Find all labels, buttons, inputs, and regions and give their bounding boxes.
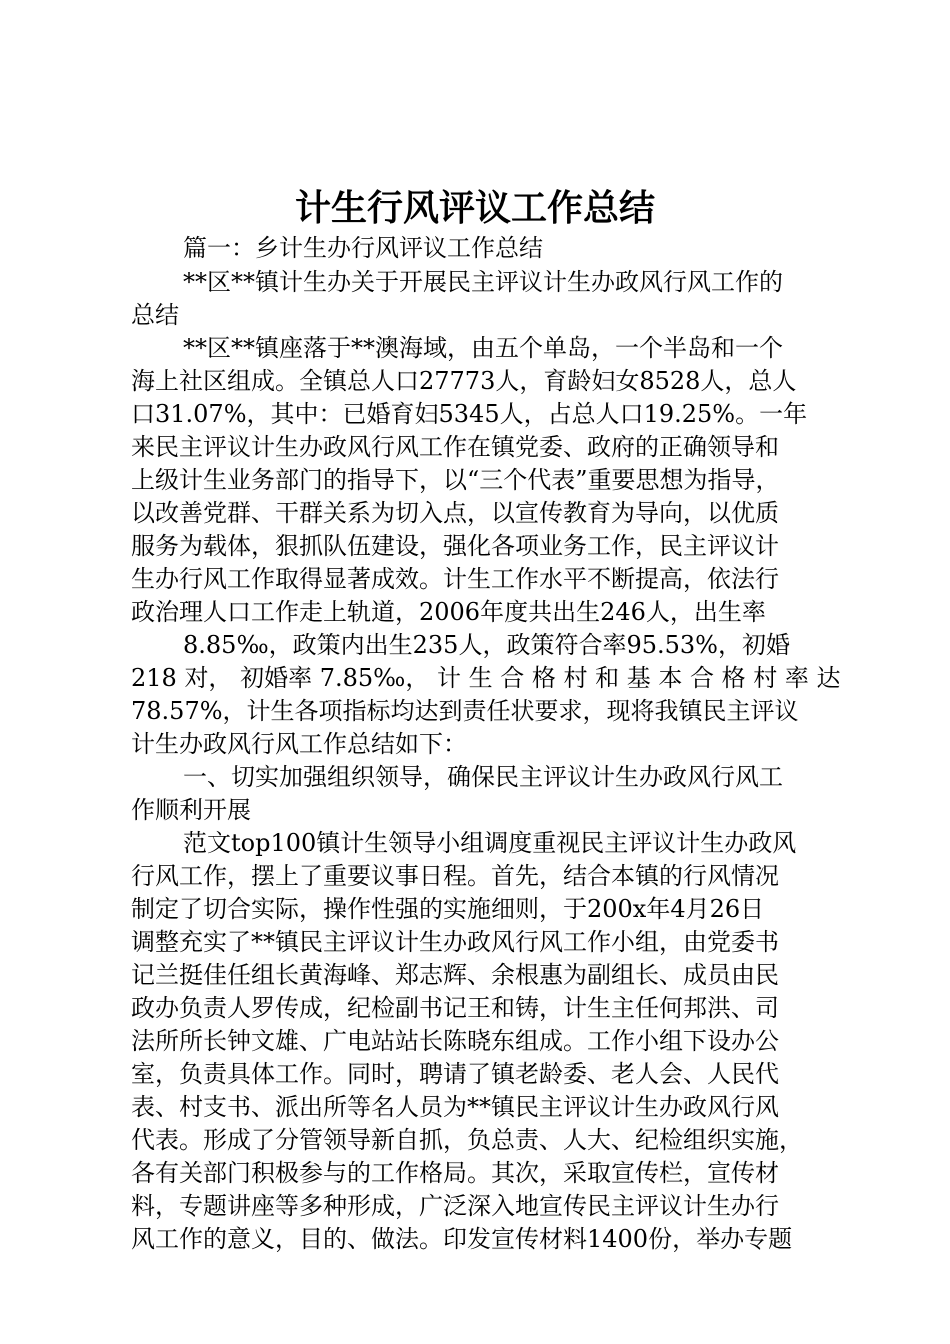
text-line: 计生办政风行风工作总结如下： <box>131 730 467 758</box>
text-line: 制定了切合实际，操作性强的实施细则，于200x年4月26日 <box>131 895 765 923</box>
text-line: 来民主评议计生办政风行风工作在镇党委、政府的正确领导和 <box>131 433 779 461</box>
text-line: 一、切实加强组织领导，确保民主评议计生办政风行风工 <box>183 763 783 791</box>
text-line: 记兰挺佳任组长黄海峰、郑志辉、余根惠为副组长、成员由民 <box>131 961 779 989</box>
text-line: 代表。形成了分管领导新自抓，负总责、人大、纪检组织实施， <box>131 1126 803 1154</box>
text-line: **区**镇座落于**澳海域，由五个单岛，一个半岛和一个 <box>183 334 783 362</box>
text-line: 各有关部门积极参与的工作格局。其次，采取宣传栏，宣传材 <box>131 1159 779 1187</box>
text-line: 作顺利开展 <box>131 796 251 824</box>
text-line: 法所所长钟文雄、广电站站长陈晓东组成。工作小组下设办公 <box>131 1027 779 1055</box>
text-line: 服务为载体，狠抓队伍建设，强化各项业务工作，民主评议计 <box>131 532 779 560</box>
text-line: 上级计生业务部门的指导下，以“三个代表”重要思想为指导， <box>131 466 780 494</box>
text-line: 篇一：乡计生办行风评议工作总结 <box>183 234 543 262</box>
text-line: 表、村支书、派出所等名人员为**镇民主评议计生办政风行风 <box>131 1093 779 1121</box>
text-line: **区**镇计生办关于开展民主评议计生办政风行风工作的 <box>183 268 783 296</box>
text-line: 政治理人口工作走上轨道，2006年度共出生246人，出生率 <box>131 598 766 626</box>
text-line: 风工作的意义，目的、做法。印发宣传材料1400份，举办专题 <box>131 1225 793 1253</box>
text-line: 料，专题讲座等多种形成，广泛深入地宣传民主评议计生办行 <box>131 1192 779 1220</box>
text-line: 以改善党群、干群关系为切入点，以宣传教育为导向，以优质 <box>131 499 779 527</box>
text-line: 范文top100镇计生领导小组调度重视民主评议计生办政风 <box>183 829 797 857</box>
text-line: 室，负责具体工作。同时，聘请了镇老龄委、老人会、人民代 <box>131 1060 779 1088</box>
text-line: 行风工作，摆上了重要议事日程。首先，结合本镇的行风情况 <box>131 862 779 890</box>
text-line: 政办负责人罗传成，纪检副书记王和铸，计生主任何邦洪、司 <box>131 994 779 1022</box>
text-line: 海上社区组成。全镇总人口27773人，育龄妇女8528人，总人 <box>131 367 797 395</box>
text-line: 生办行风工作取得显著成效。计生工作水平不断提高，依法行 <box>131 565 779 593</box>
text-line: 口31.07%，其中：已婚育妇5345人，占总人口19.25%。一年 <box>131 400 808 428</box>
text-line: 78.57%，计生各项指标均达到责任状要求，现将我镇民主评议 <box>131 697 799 725</box>
document-title: 计生行风评议工作总结 <box>294 187 655 229</box>
text-line: 8.85‰，政策内出生235人，政策符合率95.53%，初婚 <box>183 631 790 659</box>
text-line: 218 对， 初婚率 7.85‰， 计 生 合 格 村 和 基 本 合 格 村 率 达 <box>131 664 841 692</box>
text-line: 总结 <box>131 301 179 329</box>
text-line: 调整充实了**镇民主评议计生办政风行风工作小组，由党委书 <box>131 928 779 956</box>
